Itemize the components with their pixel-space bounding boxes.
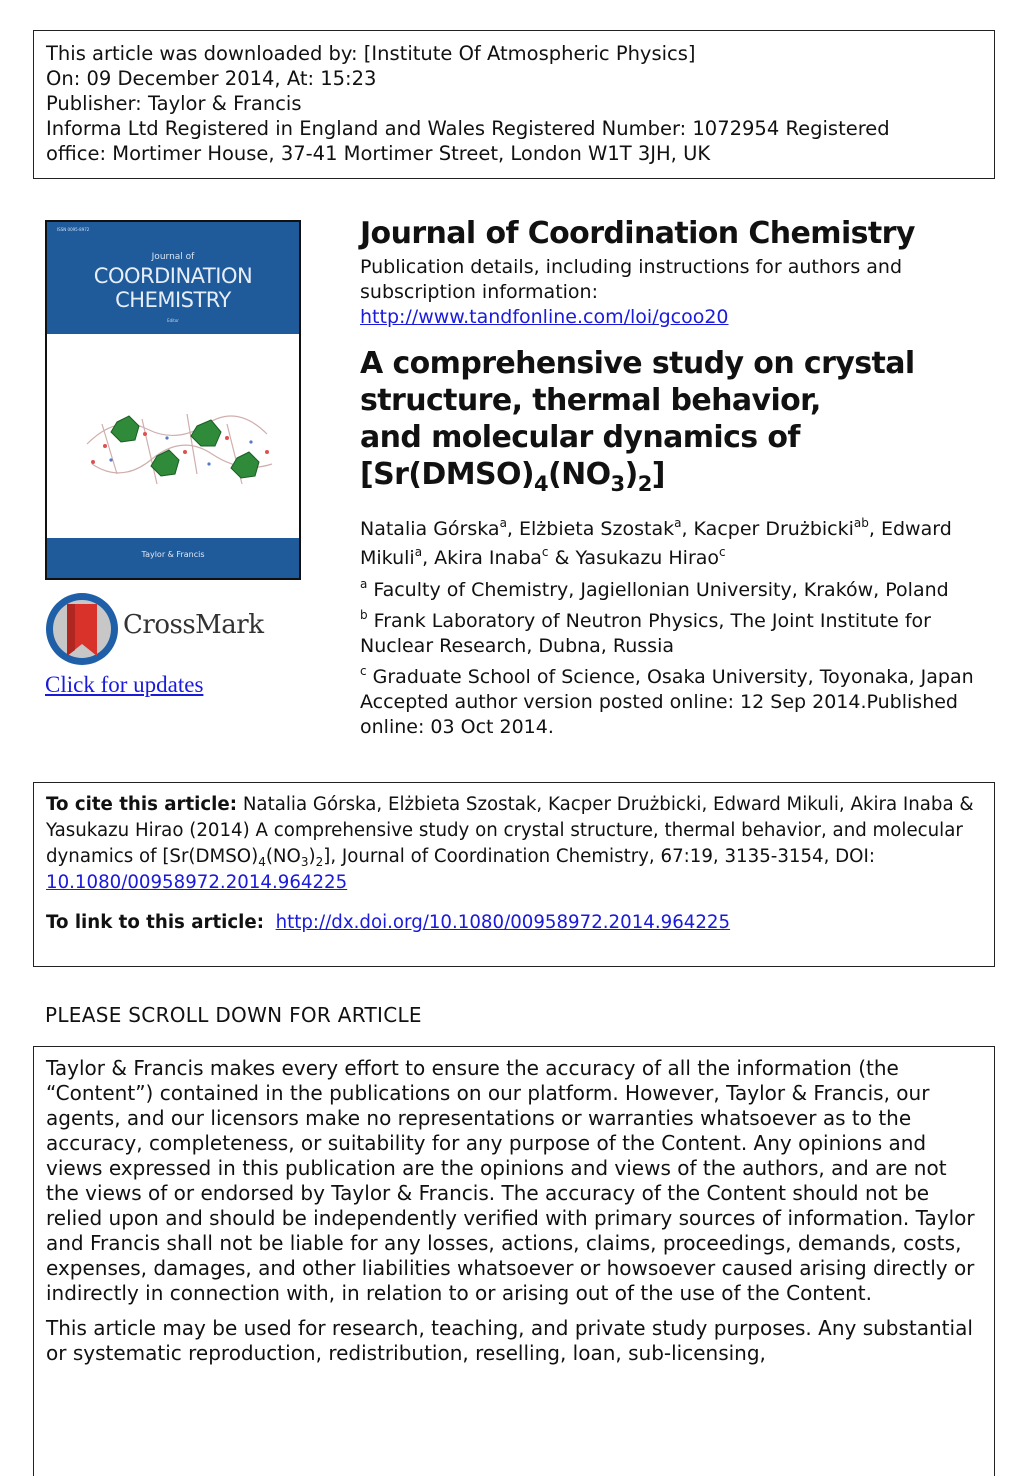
journal-cover-image[interactable] (45, 220, 301, 580)
download-info-box (33, 30, 995, 179)
cover-footer-band (47, 538, 299, 578)
crossmark-label: CrossMark (123, 610, 264, 640)
affiliation-item: $^a$ Faculty of Chemistry, Jagiellonian University, Kraków, Poland (360, 577, 949, 601)
cover-publisher: Taylor & Francis (141, 550, 205, 559)
affiliation-item: $^c$ Graduate School of Science, Osaka University, Toyonaka, Japan Accepted author version posted online: 12 Sep 2014.Published online: 03 Oct 2014. (360, 664, 974, 738)
author-list: Natalia Górska$^a$, Elżbieta Szostak$^a$, Kacper Drużbicki$^{ab}$, Edward Mikuli$^a$, Akira Inaba$^c$ & Yasukazu Hirao$^c$ (360, 516, 952, 569)
author-affiliation-mark: ab (853, 516, 869, 530)
registration-line: Informa Ltd Registered in England and Wales Registered Number: 1072954 Registered (46, 117, 890, 140)
cover-molecule-illustration (47, 334, 299, 540)
publication-dates: Accepted author version posted online: 12 Sep 2014.Published online: 03 Oct 2014. (360, 691, 958, 738)
cover-title-line-1: COORDINATION (93, 264, 253, 288)
affiliation-item: $^b$ Frank Laboratory of Neutron Physics, The Joint Institute for Nuclear Research, Dubna, Russia (360, 608, 931, 657)
author-name: Natalia Górska (360, 518, 500, 540)
publisher-line: Publisher: Taylor & Francis (46, 92, 302, 115)
publication-details-text: Publication details, including instructions for authors and subscription information: (360, 256, 903, 303)
click-for-updates-link[interactable]: Click for updates (45, 672, 204, 697)
download-date: On: 09 December 2014, At: 15:23 (46, 67, 377, 90)
office-line: office: Mortimer House, 37-41 Mortimer Street, London W1T 3JH, UK (46, 142, 711, 165)
author-affiliation-mark: c (541, 545, 549, 559)
cover-header-band (47, 222, 299, 334)
crossmark-badge[interactable] (45, 592, 275, 666)
cover-issn: ISSN 0095-8972 (57, 227, 90, 232)
article-title (360, 345, 980, 496)
cover-title-line-2: CHEMISTRY (115, 288, 231, 312)
doi-link[interactable]: 10.1080/00958972.2014.964225 (46, 872, 348, 893)
cover-editor: Editor (167, 318, 179, 323)
citation-box (33, 782, 995, 967)
author-name: Edward Mikuli (360, 518, 952, 569)
publication-details (360, 255, 980, 330)
disclaimer-box (33, 1046, 995, 1476)
author-affiliation-mark: a (414, 545, 423, 559)
author-name: Akira Inaba (434, 547, 542, 569)
article-title-line-3: and molecular dynamics of (360, 420, 800, 455)
article-title-line-2: structure, thermal behavior, (360, 383, 821, 418)
journal-title: Journal of Coordination Chemistry (360, 216, 915, 251)
article-title-formula: $[Sr(DMSO)_4(NO_3)_2]$ (360, 457, 665, 496)
link-label: To link to this article: (46, 912, 265, 933)
affiliations (360, 578, 1000, 740)
cover-title (47, 264, 299, 312)
article-link-line (46, 910, 982, 936)
citation-text: To cite this article: Natalia Górska, Elżbieta Szostak, Kacper Drużbicki, Edward Mikuli, Akira Inaba & Yasukazu Hirao (2014) A comprehensive study on crystal structure, thermal behavior, and molecular dynamics of $[Sr(DMSO)_4(NO_3)_2]$, Journal of Coordination Chemistry, 67:19, 3135-3154, DOI: 10.1080/00958972.2014.964225 (46, 794, 974, 893)
author-name: Yasukazu Hirao (575, 547, 720, 569)
author-name: Elżbieta Szostak (519, 518, 675, 540)
journal-url-link[interactable]: http://www.tandfonline.com/loi/gcoo20 (360, 306, 729, 328)
citation-label: To cite this article: (46, 794, 238, 815)
author-affiliation-mark: a (674, 516, 682, 530)
disclaimer-paragraph: Taylor & Francis makes every effort to ensure the accuracy of all the information (the “Content”) contained in the publications on our platform. However, Taylor & Francis, our agents, and our licensors make no representations or warranties whatsoever as to the accuracy, completeness, or suitability for any purpose of the Content. Any opinions and views expressed in this publication are the opinions and views of the authors, and are not the views of or endorsed by Taylor & Francis. The accuracy of the Content should not be relied upon and should be independently verified with primary sources of information. Taylor and Francis shall not be liable for any losses, actions, claims, proceedings, demands, costs, expenses, damages, and other liabilities whatsoever or howsoever caused arising directly or indirectly in connection with, in relation to or arising out of the use of the Content. (46, 1056, 975, 1305)
disclaimer-paragraph: This article may be used for research, teaching, and private study purposes. Any substantial or systematic reproduction, redistribution, reselling, loan, sub-licensing, (46, 1316, 973, 1365)
author-affiliation-mark: a (499, 516, 507, 530)
crossmark-icon (45, 592, 119, 666)
cover-journal-of: Journal of (151, 252, 195, 262)
author-affiliation-mark: c (719, 545, 726, 559)
article-title-line-1: A comprehensive study on crystal (360, 346, 915, 381)
article-url-link[interactable]: http://dx.doi.org/10.1080/00958972.2014.964225 (275, 912, 731, 933)
download-line: This article was downloaded by: [Institute Of Atmospheric Physics] (46, 42, 696, 65)
scroll-down-notice: PLEASE SCROLL DOWN FOR ARTICLE (45, 1003, 422, 1027)
author-name: Kacper Drużbicki (693, 518, 854, 540)
